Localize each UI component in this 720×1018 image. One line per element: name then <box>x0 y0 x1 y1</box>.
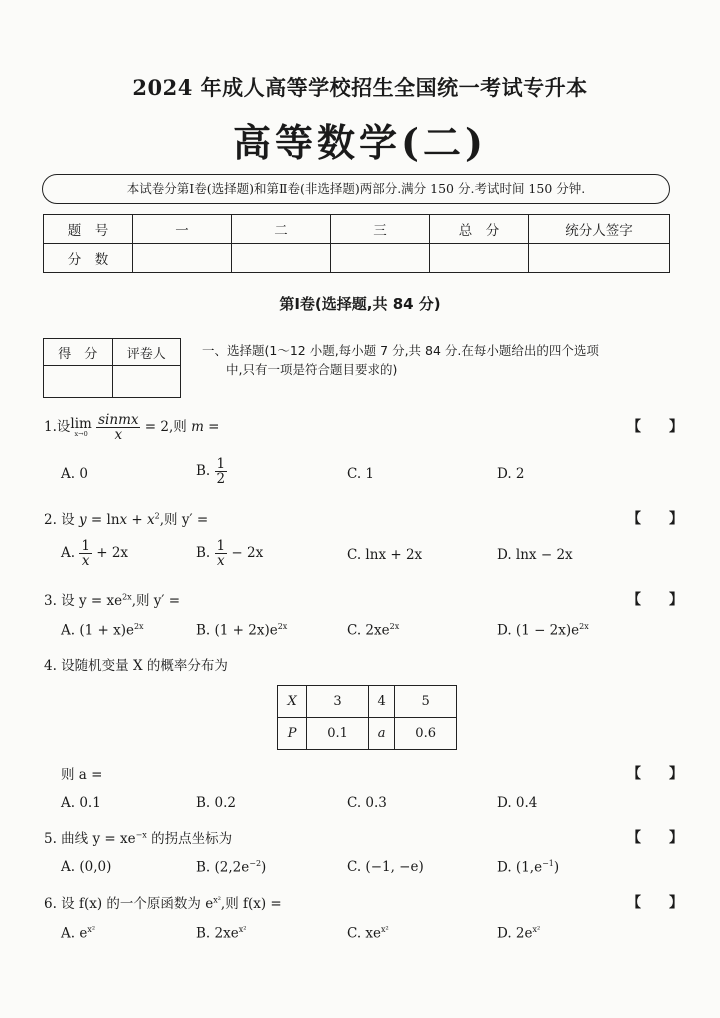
section-instruction <box>202 341 677 379</box>
dist-cell: 0.6 <box>395 718 457 750</box>
exam-notice: 本试卷分第Ⅰ卷(选择题)和第Ⅱ卷(非选择题)两部分.满分 150 分.考试时间 150 分钟. <box>42 174 670 204</box>
dist-cell: 3 <box>307 686 369 718</box>
instruction-line: 中,只有一项是符合题目要求的) <box>226 362 398 377</box>
option-b[interactable]: B. 0.2 <box>196 795 236 811</box>
limit-symbol: lim x→0 <box>70 415 92 439</box>
grader-cell[interactable] <box>44 366 113 398</box>
option-c[interactable]: C. lnx + 2x <box>347 547 423 563</box>
grader-header: 评卷人 <box>112 339 181 366</box>
option-c[interactable]: C. 1 <box>347 466 375 482</box>
score-cell[interactable] <box>430 244 529 273</box>
dist-cell: a <box>368 718 394 750</box>
score-table-header: 一 <box>133 215 232 244</box>
probability-table <box>277 685 457 750</box>
section-title: 第Ⅰ卷(选择题,共 84 分) <box>279 295 441 313</box>
dist-cell: 4 <box>368 686 394 718</box>
answer-bracket[interactable]: 【 】 <box>627 511 683 527</box>
answer-bracket[interactable]: 【 】 <box>627 419 683 435</box>
answer-bracket[interactable]: 【 】 <box>627 592 683 608</box>
question-4-follow: 则 a = <box>61 767 103 783</box>
score-table-header: 总 分 <box>430 215 529 244</box>
answer-bracket[interactable]: 【 】 <box>627 830 683 846</box>
score-table-header: 统分人签字 <box>529 215 670 244</box>
option-c[interactable]: C. $xe^{x^2}$ <box>347 925 389 942</box>
option-d[interactable]: D. 0.4 <box>497 795 538 811</box>
answer-bracket[interactable]: 【 】 <box>627 766 683 782</box>
dist-cell: P <box>278 718 307 750</box>
option-b[interactable]: B. $(2,2e^{-2})$ <box>196 859 267 876</box>
subject-title: 高等数学(二) <box>233 120 487 165</box>
option-b[interactable]: B. $\frac{1}{2}$ <box>196 456 226 488</box>
score-cell[interactable] <box>232 244 331 273</box>
exam-title: 2024 年成人高等学校招生全国统一考试专升本 <box>132 75 588 100</box>
dist-cell: 0.1 <box>307 718 369 750</box>
option-a[interactable]: A. $(1 + x)e^{2x}$ <box>61 622 144 639</box>
fraction: $\frac{\text{sinmx}}{x}$ <box>98 412 139 444</box>
question-3-stem: 3. 设 $y = xe^{2x}$,则 y′ = <box>44 592 181 609</box>
score-table-header: 三 <box>331 215 430 244</box>
score-table-header: 题 号 <box>44 215 133 244</box>
option-d[interactable]: D. $(1 - 2x)e^{2x}$ <box>497 622 589 639</box>
option-c[interactable]: C. 0.3 <box>347 795 387 811</box>
instruction-line: 一、选择题(1～12 小题,每小题 7 分,共 84 分.在每小题给出的四个选项 <box>202 343 599 358</box>
option-b[interactable]: B. $2xe^{x^2}$ <box>196 925 247 942</box>
option-b[interactable]: B. $(1 + 2x)e^{2x}$ <box>196 622 288 639</box>
score-cell[interactable] <box>529 244 670 273</box>
question-1-stem: 1.设lim x→0 $\frac{\text{sinmx}}{x}$ = 2,则 m = <box>44 412 220 444</box>
score-table <box>43 214 670 273</box>
question-6-stem: 6. 设 f(x) 的一个原函数为 $e^{x^2}$,则 f(x) = <box>44 895 282 912</box>
option-b[interactable]: B. $\frac{1}{x}$ − 2x <box>196 538 264 570</box>
grader-table <box>43 338 181 398</box>
grader-cell[interactable] <box>112 366 181 398</box>
question-4-stem: 4. 设随机变量 X 的概率分布为 <box>44 658 228 674</box>
option-a[interactable]: A. $\frac{1}{x}$ + 2x <box>61 538 129 570</box>
answer-bracket[interactable]: 【 】 <box>627 895 683 911</box>
question-5-stem: 5. 曲线 $y = xe^{-x}$ 的拐点坐标为 <box>44 830 233 847</box>
score-cell[interactable] <box>331 244 430 273</box>
grader-header: 得 分 <box>44 339 113 366</box>
dist-cell: X <box>278 686 307 718</box>
score-cell[interactable] <box>133 244 232 273</box>
dist-cell: 5 <box>395 686 457 718</box>
option-d[interactable]: D. lnx − 2x <box>497 547 573 563</box>
option-d[interactable]: D. $(1,e^{-1})$ <box>497 859 560 876</box>
score-table-header: 二 <box>232 215 331 244</box>
option-a[interactable]: A. $e^{x^2}$ <box>61 925 96 942</box>
question-2-stem: 2. 设 $y = \ln x + x^2$,则 y′ = <box>44 511 209 528</box>
option-d[interactable]: D. 2 <box>497 466 525 482</box>
option-c[interactable]: C. $2xe^{2x}$ <box>347 622 400 639</box>
score-table-row-label: 分 数 <box>44 244 133 273</box>
option-a[interactable]: A. (0,0) <box>61 859 112 875</box>
option-c[interactable]: C. (−1, −e) <box>347 859 424 875</box>
option-a[interactable]: A. 0.1 <box>61 795 101 811</box>
option-a[interactable]: A. 0 <box>61 466 88 482</box>
option-d[interactable]: D. $2e^{x^2}$ <box>497 925 541 942</box>
